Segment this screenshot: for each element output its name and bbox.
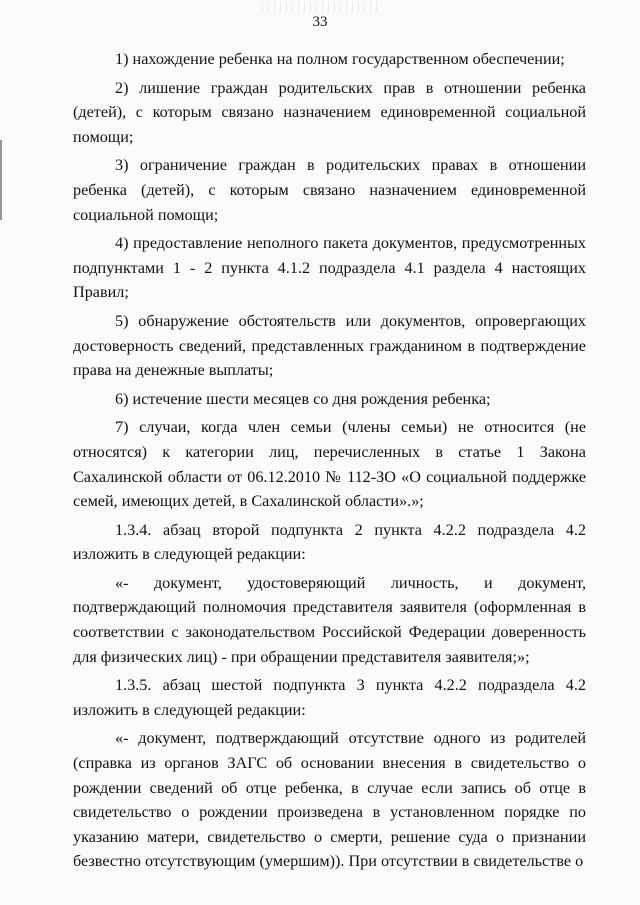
paragraph-1-3-5: 1.3.5. абзац шестой подпункта 3 пункта 4.2.2 подраздела 4.2 изложить в следующей редакции: (73, 676, 586, 719)
paragraph-item-5: 5) обнаружение обстоятельств или документов, опровергающих достоверность сведений, представленных гражданином в подтверждение права на денежные выплаты; (73, 311, 586, 380)
document-body (73, 47, 586, 874)
paragraph-item-7: 7) случаи, когда член семьи (члены семьи) не относится (не относятся) к категории лиц, перечисленных в статье 1 Закона Сахалинской области от 06.12.2010 № 112-ЗО «О социальной поддержке семей, имеющих детей, в Сахалинской области».»; (73, 418, 586, 511)
paragraph-item-1: 1) нахождение ребенка на полном государственном обеспечении; (115, 50, 565, 68)
scan-edge-mark (0, 140, 2, 220)
paragraph-item-3: 3) ограничение граждан в родительских правах в отношении ребенка (детей), с которым связано назначением единовременной социальной помощи; (73, 156, 586, 224)
paragraph-item-6: 6) истечение шести месяцев со дня рождения ребенка; (115, 389, 491, 408)
paragraph-1-3-4: 1.3.4. абзац второй подпункта 2 пункта 4.2.2 подраздела 4.2 изложить в следующей редакции: (73, 520, 586, 564)
paragraph-quote-1-3-4: «- документ, удостоверяющий личность, и документ, подтверждающий полномочия представителя заявителя (оформленная в соответствии с законодательством Российской Федерации доверенность для физических лиц) - при обращении представителя заявителя;»; (73, 573, 586, 666)
page-number: 33 (312, 14, 328, 30)
paragraph-quote-1-3-5: «- документ, подтверждающий отсутствие одного из родителей (справка из органов ЗАГС об основании внесения в свидетельство о рождении сведений об отце ребенка, в случае если запись об отце в свидетельство о рождении произведена в установленном порядке по указанию матери, свидетельство о смерти, решение суда о признании безвестно отсутствующим (умершим)). При отсутствии в свидетельстве о (73, 729, 586, 871)
paragraph-item-2: 2) лишение граждан родительских прав в отношении ребенка (детей), с которым связано назначением единовременной социальной помощи; (73, 78, 586, 146)
scan-artifact (262, 2, 382, 12)
paragraph-item-4: 4) предоставление неполного пакета документов, предусмотренных подпунктами 1 - 2 пункта 4.1.2 подраздела 4.1 раздела 4 настоящих Правил; (73, 234, 586, 302)
